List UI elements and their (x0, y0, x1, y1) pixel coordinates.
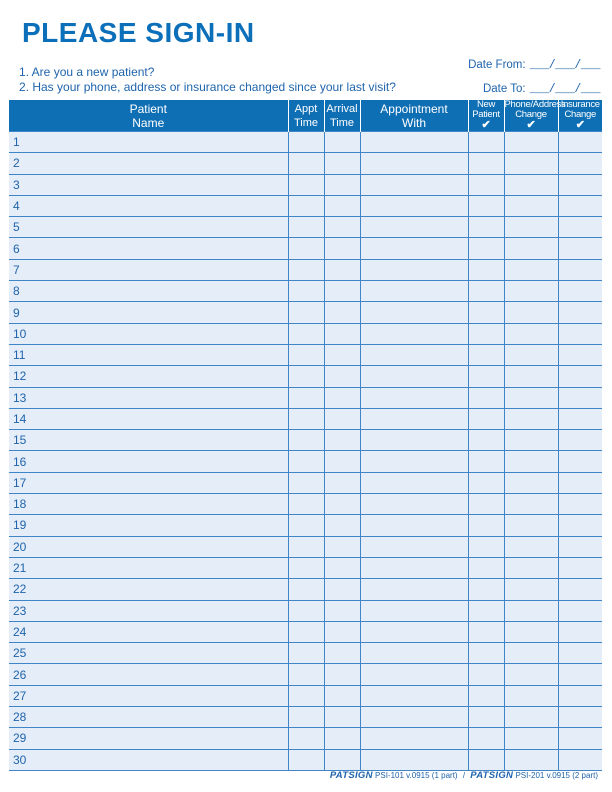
check-icon: ✔ (526, 119, 536, 131)
table-row (9, 685, 602, 706)
arrival-time-cell[interactable] (324, 281, 360, 302)
insurance-change-cell[interactable] (558, 174, 602, 195)
arrival-time-cell[interactable] (324, 557, 360, 578)
insurance-change-cell[interactable] (558, 621, 602, 642)
insurance-change-cell[interactable] (558, 515, 602, 536)
phone-address-change-cell[interactable] (504, 430, 558, 451)
appt-time-cell[interactable] (288, 728, 324, 749)
header-new-patient-line2: Patient (472, 109, 500, 120)
patient-name-cell[interactable]: 22 (9, 579, 288, 600)
patient-name-cell[interactable]: 6 (9, 238, 288, 259)
appointment-with-cell[interactable] (360, 685, 468, 706)
arrival-time-cell[interactable] (324, 195, 360, 216)
patient-name-cell[interactable]: 24 (9, 621, 288, 642)
appointment-with-cell[interactable] (360, 664, 468, 685)
appt-time-cell[interactable] (288, 621, 324, 642)
patient-name-cell[interactable]: 29 (9, 728, 288, 749)
header-new-patient-line1: New (476, 99, 496, 110)
table-row (9, 281, 602, 302)
arrival-time-cell[interactable] (324, 323, 360, 344)
appointment-with-cell[interactable] (360, 451, 468, 472)
phone-address-change-cell[interactable] (504, 217, 558, 238)
patient-name-cell[interactable]: 15 (9, 430, 288, 451)
new-patient-cell[interactable] (468, 494, 504, 515)
header-insurance-line2: Change (564, 109, 596, 120)
sign-in-table (9, 100, 602, 771)
patient-name-cell[interactable]: 2 (9, 153, 288, 174)
patient-name-cell[interactable]: 25 (9, 643, 288, 664)
patient-name-cell[interactable]: 12 (9, 366, 288, 387)
phone-address-change-cell[interactable] (504, 451, 558, 472)
phone-address-change-cell[interactable] (504, 259, 558, 280)
phone-address-change-cell[interactable] (504, 302, 558, 323)
appt-time-cell[interactable] (288, 707, 324, 728)
insurance-change-cell[interactable] (558, 600, 602, 621)
new-patient-cell[interactable] (468, 344, 504, 365)
appointment-with-cell[interactable] (360, 281, 468, 302)
appt-time-cell[interactable] (288, 323, 324, 344)
table-row (9, 494, 602, 515)
table-row (9, 344, 602, 365)
appt-time-cell[interactable] (288, 430, 324, 451)
appointment-with-cell[interactable] (360, 749, 468, 770)
appointment-with-cell[interactable] (360, 344, 468, 365)
new-patient-cell[interactable] (468, 749, 504, 770)
appointment-with-cell[interactable] (360, 579, 468, 600)
insurance-change-cell[interactable] (558, 387, 602, 408)
table-row (9, 451, 602, 472)
appointment-with-cell[interactable] (360, 643, 468, 664)
new-patient-cell[interactable] (468, 281, 504, 302)
table-row (9, 536, 602, 557)
appt-time-cell[interactable] (288, 387, 324, 408)
table-row (9, 195, 602, 216)
phone-address-change-cell[interactable] (504, 685, 558, 706)
phone-address-change-cell[interactable] (504, 749, 558, 770)
appointment-with-cell[interactable] (360, 707, 468, 728)
patient-name-cell[interactable]: 19 (9, 515, 288, 536)
appointment-with-cell[interactable] (360, 728, 468, 749)
insurance-change-cell[interactable] (558, 366, 602, 387)
appointment-with-cell[interactable] (360, 366, 468, 387)
appt-time-cell[interactable] (288, 494, 324, 515)
new-patient-cell[interactable] (468, 600, 504, 621)
insurance-change-cell[interactable] (558, 153, 602, 174)
insurance-change-cell[interactable] (558, 259, 602, 280)
appt-time-cell[interactable] (288, 281, 324, 302)
phone-address-change-cell[interactable] (504, 728, 558, 749)
header-phone-address-line1: Phone/Address (504, 99, 566, 110)
appointment-with-cell[interactable] (360, 217, 468, 238)
new-patient-cell[interactable] (468, 302, 504, 323)
table-row (9, 238, 602, 259)
insurance-change-cell[interactable] (558, 557, 602, 578)
table-row (9, 557, 602, 578)
arrival-time-cell[interactable] (324, 451, 360, 472)
appointment-with-cell[interactable] (360, 472, 468, 493)
appt-time-cell[interactable] (288, 132, 324, 153)
patient-name-cell[interactable]: 27 (9, 685, 288, 706)
date-to-blank[interactable]: ___/___/___ (529, 83, 600, 96)
appointment-with-cell[interactable] (360, 600, 468, 621)
phone-address-change-cell[interactable] (504, 494, 558, 515)
header-patient-name (9, 100, 288, 132)
insurance-change-cell[interactable] (558, 749, 602, 770)
appt-time-cell[interactable] (288, 153, 324, 174)
insurance-change-cell[interactable] (558, 217, 602, 238)
patient-name-cell[interactable]: 18 (9, 494, 288, 515)
patient-name-cell[interactable]: 23 (9, 600, 288, 621)
brand-name: PATSIGN (329, 770, 373, 781)
table-row (9, 408, 602, 429)
arrival-time-cell[interactable] (324, 408, 360, 429)
table-header-row (9, 100, 602, 132)
new-patient-cell[interactable] (468, 217, 504, 238)
insurance-change-cell[interactable] (558, 344, 602, 365)
table-row (9, 132, 602, 153)
appt-time-cell[interactable] (288, 217, 324, 238)
table-row (9, 728, 602, 749)
table-row (9, 749, 602, 770)
insurance-change-cell[interactable] (558, 707, 602, 728)
new-patient-cell[interactable] (468, 621, 504, 642)
brand-name: PATSIGN (470, 770, 514, 781)
new-patient-cell[interactable] (468, 238, 504, 259)
phone-address-change-cell[interactable] (504, 536, 558, 557)
appointment-with-cell[interactable] (360, 238, 468, 259)
header-insurance-change (558, 100, 602, 132)
arrival-time-cell[interactable] (324, 621, 360, 642)
table-row (9, 153, 602, 174)
table-row (9, 515, 602, 536)
appointment-with-cell[interactable] (360, 536, 468, 557)
patient-name-cell[interactable]: 1 (9, 132, 288, 153)
appt-time-cell[interactable] (288, 195, 324, 216)
arrival-time-cell[interactable] (324, 302, 360, 323)
phone-address-change-cell[interactable] (504, 323, 558, 344)
arrival-time-cell[interactable] (324, 174, 360, 195)
table-row (9, 707, 602, 728)
phone-address-change-cell[interactable] (504, 238, 558, 259)
patient-name-cell[interactable]: 8 (9, 281, 288, 302)
table-row (9, 174, 602, 195)
phone-address-change-cell[interactable] (504, 366, 558, 387)
header-appt-time-line2: Time (293, 116, 319, 129)
new-patient-cell[interactable] (468, 195, 504, 216)
patient-name-cell[interactable]: 10 (9, 323, 288, 344)
appointment-with-cell[interactable] (360, 259, 468, 280)
table-row (9, 600, 602, 621)
new-patient-cell[interactable] (468, 643, 504, 664)
phone-address-change-cell[interactable] (504, 579, 558, 600)
new-patient-cell[interactable] (468, 366, 504, 387)
insurance-change-cell[interactable] (558, 472, 602, 493)
phone-address-change-cell[interactable] (504, 281, 558, 302)
insurance-change-cell[interactable] (558, 494, 602, 515)
header-appt-time-line1: Appt (294, 102, 318, 115)
phone-address-change-cell[interactable] (504, 600, 558, 621)
patient-name-cell[interactable]: 4 (9, 195, 288, 216)
table-row (9, 366, 602, 387)
patient-name-cell[interactable]: 28 (9, 707, 288, 728)
table-row (9, 387, 602, 408)
table-row (9, 643, 602, 664)
appt-time-cell[interactable] (288, 238, 324, 259)
form-code-1part: PSI-101 v.0915 (1 part) (375, 771, 458, 780)
appt-time-cell[interactable] (288, 259, 324, 280)
table-row (9, 302, 602, 323)
phone-address-change-cell[interactable] (504, 408, 558, 429)
phone-address-change-cell[interactable] (504, 643, 558, 664)
header-insurance-line1: Insurance (560, 99, 600, 110)
header-appointment-with (360, 100, 468, 132)
patient-name-cell[interactable]: 17 (9, 472, 288, 493)
check-icon: ✔ (575, 119, 585, 131)
insurance-change-cell[interactable] (558, 323, 602, 344)
question-info-changed: 2. Has your phone, address or insurance changed since your last visit? (19, 80, 396, 94)
header-patient-name-line2: Name (132, 115, 165, 130)
phone-address-change-cell[interactable] (504, 621, 558, 642)
appt-time-cell[interactable] (288, 557, 324, 578)
insurance-change-cell[interactable] (558, 579, 602, 600)
insurance-change-cell[interactable] (558, 664, 602, 685)
new-patient-cell[interactable] (468, 132, 504, 153)
appt-time-cell[interactable] (288, 472, 324, 493)
arrival-time-cell[interactable] (324, 515, 360, 536)
header-patient-name-line1: Patient (129, 101, 167, 116)
date-to-field[interactable] (483, 82, 600, 97)
appt-time-cell[interactable] (288, 408, 324, 429)
appointment-with-cell[interactable] (360, 408, 468, 429)
table-row (9, 621, 602, 642)
header-appt-time (288, 100, 324, 132)
appt-time-cell[interactable] (288, 749, 324, 770)
patient-name-cell[interactable]: 30 (9, 749, 288, 770)
arrival-time-cell[interactable] (324, 259, 360, 280)
phone-address-change-cell[interactable] (504, 515, 558, 536)
new-patient-cell[interactable] (468, 408, 504, 429)
date-from-blank[interactable]: ___/___/___ (529, 59, 600, 72)
arrival-time-cell[interactable] (324, 132, 360, 153)
arrival-time-cell[interactable] (324, 472, 360, 493)
phone-address-change-cell[interactable] (504, 664, 558, 685)
patient-name-cell[interactable]: 13 (9, 387, 288, 408)
header-phone-address-line2: Change (515, 109, 547, 120)
appt-time-cell[interactable] (288, 643, 324, 664)
new-patient-cell[interactable] (468, 259, 504, 280)
phone-address-change-cell[interactable] (504, 195, 558, 216)
arrival-time-cell[interactable] (324, 494, 360, 515)
insurance-change-cell[interactable] (558, 728, 602, 749)
arrival-time-cell[interactable] (324, 643, 360, 664)
new-patient-cell[interactable] (468, 557, 504, 578)
appt-time-cell[interactable] (288, 451, 324, 472)
date-to-label: Date To: (482, 83, 526, 95)
new-patient-cell[interactable] (468, 451, 504, 472)
patient-name-cell[interactable]: 11 (9, 344, 288, 365)
phone-address-change-cell[interactable] (504, 153, 558, 174)
phone-address-change-cell[interactable] (504, 174, 558, 195)
patient-name-cell[interactable]: 20 (9, 536, 288, 557)
footer-separator: / (462, 771, 466, 780)
header-appointment-with-line2: With (402, 115, 426, 130)
appt-time-cell[interactable] (288, 302, 324, 323)
table-row (9, 579, 602, 600)
date-from-field[interactable] (468, 58, 600, 73)
arrival-time-cell[interactable] (324, 217, 360, 238)
patient-name-cell[interactable]: 5 (9, 217, 288, 238)
insurance-change-cell[interactable] (558, 451, 602, 472)
new-patient-cell[interactable] (468, 579, 504, 600)
table-row (9, 217, 602, 238)
appt-time-cell[interactable] (288, 366, 324, 387)
table-row (9, 323, 602, 344)
header-arrival-time (324, 100, 360, 132)
arrival-time-cell[interactable] (324, 749, 360, 770)
arrival-time-cell[interactable] (324, 664, 360, 685)
appointment-with-cell[interactable] (360, 195, 468, 216)
patient-name-cell[interactable]: 7 (9, 259, 288, 280)
appt-time-cell[interactable] (288, 174, 324, 195)
appointment-with-cell[interactable] (360, 494, 468, 515)
phone-address-change-cell[interactable] (504, 557, 558, 578)
patient-name-cell[interactable]: 9 (9, 302, 288, 323)
new-patient-cell[interactable] (468, 685, 504, 706)
header-arrival-time-line1: Arrival (326, 102, 358, 115)
question-new-patient: 1. Are you a new patient? (19, 65, 155, 79)
new-patient-cell[interactable] (468, 174, 504, 195)
new-patient-cell[interactable] (468, 472, 504, 493)
table-row (9, 430, 602, 451)
page-title: PLEASE SIGN-IN (22, 17, 255, 48)
appointment-with-cell[interactable] (360, 387, 468, 408)
arrival-time-cell[interactable] (324, 707, 360, 728)
appointment-with-cell[interactable] (360, 515, 468, 536)
appointment-with-cell[interactable] (360, 557, 468, 578)
appt-time-cell[interactable] (288, 664, 324, 685)
appt-time-cell[interactable] (288, 536, 324, 557)
new-patient-cell[interactable] (468, 387, 504, 408)
table-row (9, 664, 602, 685)
new-patient-cell[interactable] (468, 515, 504, 536)
new-patient-cell[interactable] (468, 728, 504, 749)
header-phone-address-change (504, 99, 566, 132)
phone-address-change-cell[interactable] (504, 472, 558, 493)
patient-name-cell[interactable]: 16 (9, 451, 288, 472)
phone-address-change-cell[interactable] (504, 387, 558, 408)
new-patient-cell[interactable] (468, 707, 504, 728)
arrival-time-cell[interactable] (324, 238, 360, 259)
appt-time-cell[interactable] (288, 344, 324, 365)
date-from-label: Date From: (468, 59, 526, 71)
form-code-2part: PSI-201 v.0915 (2 part) (515, 771, 598, 780)
insurance-change-cell[interactable] (558, 132, 602, 153)
appointment-with-cell[interactable] (360, 621, 468, 642)
phone-address-change-cell[interactable] (504, 344, 558, 365)
appointment-with-cell[interactable] (360, 430, 468, 451)
new-patient-cell[interactable] (468, 664, 504, 685)
insurance-change-cell[interactable] (558, 685, 602, 706)
check-icon: ✔ (481, 119, 491, 131)
arrival-time-cell[interactable] (324, 579, 360, 600)
insurance-change-cell[interactable] (558, 195, 602, 216)
appointment-with-cell[interactable] (360, 302, 468, 323)
patient-name-cell[interactable]: 21 (9, 557, 288, 578)
header-appointment-with-line1: Appointment (380, 101, 448, 116)
insurance-change-cell[interactable] (558, 643, 602, 664)
table-row (9, 472, 602, 493)
new-patient-cell[interactable] (468, 536, 504, 557)
appointment-with-cell[interactable] (360, 153, 468, 174)
patient-name-cell[interactable]: 14 (9, 408, 288, 429)
header-arrival-time-line2: Time (329, 116, 355, 129)
phone-address-change-cell[interactable] (504, 132, 558, 153)
appt-time-cell[interactable] (288, 515, 324, 536)
insurance-change-cell[interactable] (558, 302, 602, 323)
patient-name-cell[interactable]: 26 (9, 664, 288, 685)
arrival-time-cell[interactable] (324, 153, 360, 174)
arrival-time-cell[interactable] (324, 344, 360, 365)
insurance-change-cell[interactable] (558, 430, 602, 451)
appt-time-cell[interactable] (288, 685, 324, 706)
new-patient-cell[interactable] (468, 323, 504, 344)
insurance-change-cell[interactable] (558, 238, 602, 259)
insurance-change-cell[interactable] (558, 281, 602, 302)
insurance-change-cell[interactable] (558, 536, 602, 557)
arrival-time-cell[interactable] (324, 430, 360, 451)
arrival-time-cell[interactable] (324, 728, 360, 749)
phone-address-change-cell[interactable] (504, 707, 558, 728)
arrival-time-cell[interactable] (324, 387, 360, 408)
appointment-with-cell[interactable] (360, 132, 468, 153)
patient-name-cell[interactable]: 3 (9, 174, 288, 195)
appt-time-cell[interactable] (288, 579, 324, 600)
table-row (9, 259, 602, 280)
insurance-change-cell[interactable] (558, 408, 602, 429)
new-patient-cell[interactable] (468, 153, 504, 174)
appointment-with-cell[interactable] (360, 174, 468, 195)
arrival-time-cell[interactable] (324, 536, 360, 557)
arrival-time-cell[interactable] (324, 366, 360, 387)
new-patient-cell[interactable] (468, 430, 504, 451)
arrival-time-cell[interactable] (324, 600, 360, 621)
form-footer (330, 770, 598, 781)
appt-time-cell[interactable] (288, 600, 324, 621)
header-new-patient (468, 100, 504, 132)
arrival-time-cell[interactable] (324, 685, 360, 706)
appointment-with-cell[interactable] (360, 323, 468, 344)
